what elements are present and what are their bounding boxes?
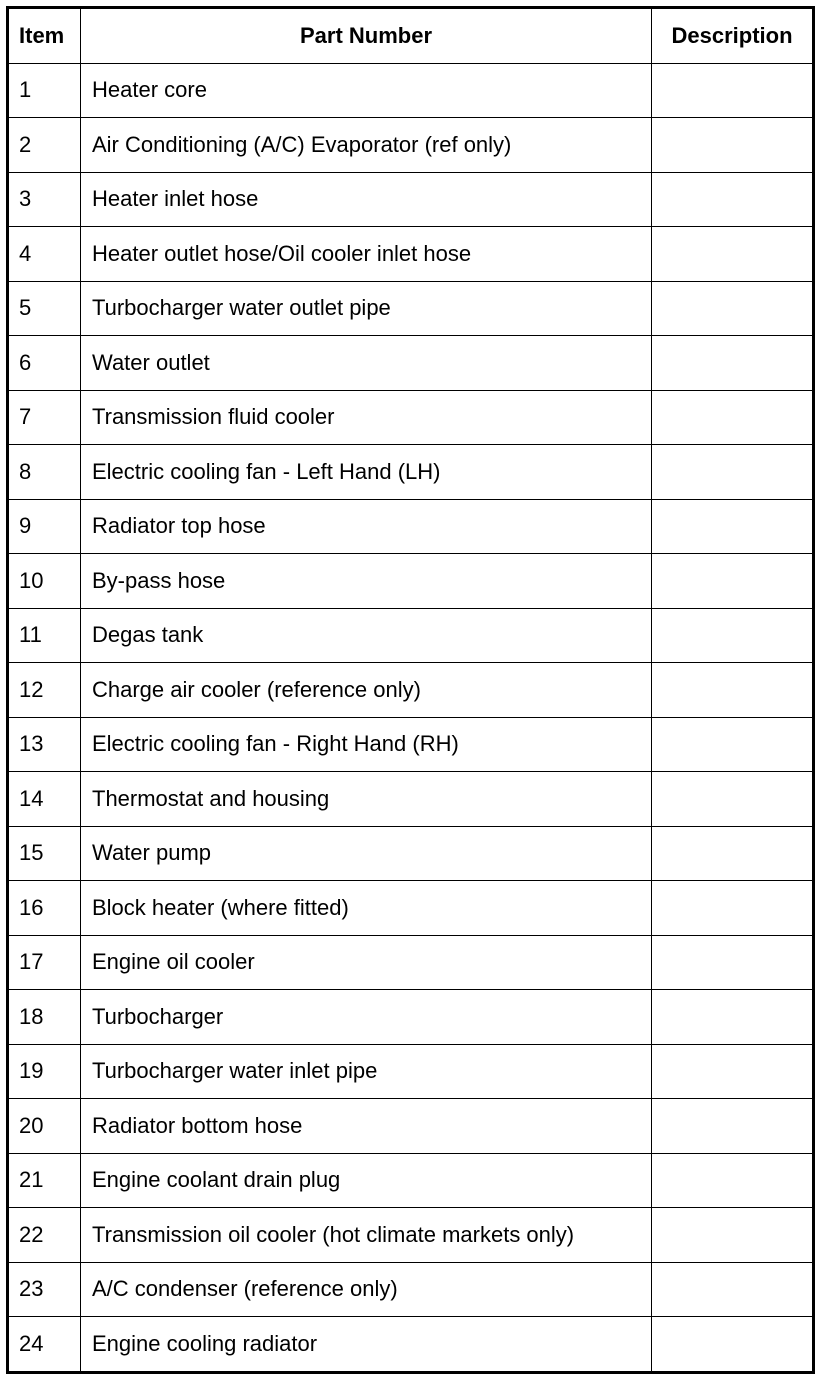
description-cell [652,63,814,118]
part-name-cell: Electric cooling fan - Right Hand (RH) [81,717,652,772]
description-cell [652,1099,814,1154]
description-cell [652,717,814,772]
part-name-cell: Charge air cooler (reference only) [81,663,652,718]
item-number-cell: 13 [8,717,81,772]
table-row [8,281,814,336]
part-name-cell: Radiator top hose [81,499,652,554]
description-cell [652,281,814,336]
part-name-cell: Water pump [81,826,652,881]
table-row [8,554,814,609]
item-number-cell: 17 [8,935,81,990]
table-row [8,172,814,227]
table-row [8,772,814,827]
table-row [8,608,814,663]
description-cell [652,172,814,227]
item-number-cell: 2 [8,118,81,173]
description-cell [652,1153,814,1208]
description-cell [652,445,814,500]
description-cell [652,336,814,391]
table-row [8,1099,814,1154]
item-number-cell: 21 [8,1153,81,1208]
part-name-cell: Transmission oil cooler (hot climate markets only) [81,1208,652,1263]
part-name-cell: Heater outlet hose/Oil cooler inlet hose [81,227,652,282]
table-row [8,227,814,282]
part-name-cell: Engine coolant drain plug [81,1153,652,1208]
item-number-cell: 7 [8,390,81,445]
item-number-cell: 8 [8,445,81,500]
item-number-cell: 23 [8,1262,81,1317]
description-column-header: Description [652,8,814,64]
table-row [8,336,814,391]
part-name-cell: A/C condenser (reference only) [81,1262,652,1317]
part-name-cell: By-pass hose [81,554,652,609]
description-cell [652,499,814,554]
item-number-cell: 14 [8,772,81,827]
table-row [8,1208,814,1263]
part-name-cell: Transmission fluid cooler [81,390,652,445]
description-cell [652,227,814,282]
item-number-cell: 18 [8,990,81,1045]
header-row [8,8,814,64]
description-cell [652,554,814,609]
table-row [8,1262,814,1317]
description-cell [652,118,814,173]
item-number-cell: 6 [8,336,81,391]
item-number-cell: 12 [8,663,81,718]
table-row [8,1044,814,1099]
part-name-cell: Block heater (where fitted) [81,881,652,936]
table-body [8,63,814,1372]
item-number-cell: 1 [8,63,81,118]
table-row [8,717,814,772]
description-cell [652,1044,814,1099]
description-cell [652,608,814,663]
parts-table [6,6,815,1374]
part-number-column-header: Part Number [81,8,652,64]
item-number-cell: 11 [8,608,81,663]
item-number-cell: 22 [8,1208,81,1263]
part-name-cell: Turbocharger water outlet pipe [81,281,652,336]
item-number-cell: 3 [8,172,81,227]
description-cell [652,1208,814,1263]
description-cell [652,1317,814,1373]
table-row [8,499,814,554]
part-name-cell: Air Conditioning (A/C) Evaporator (ref only) [81,118,652,173]
part-name-cell: Degas tank [81,608,652,663]
item-number-cell: 9 [8,499,81,554]
part-name-cell: Turbocharger [81,990,652,1045]
part-name-cell: Engine cooling radiator [81,1317,652,1373]
item-number-cell: 15 [8,826,81,881]
description-cell [652,990,814,1045]
part-name-cell: Heater core [81,63,652,118]
item-number-cell: 19 [8,1044,81,1099]
item-number-cell: 5 [8,281,81,336]
part-name-cell: Radiator bottom hose [81,1099,652,1154]
description-cell [652,663,814,718]
table-row [8,1153,814,1208]
description-cell [652,881,814,936]
item-column-header: Item [8,8,81,64]
item-number-cell: 16 [8,881,81,936]
item-number-cell: 10 [8,554,81,609]
part-name-cell: Electric cooling fan - Left Hand (LH) [81,445,652,500]
table-row [8,63,814,118]
table-row [8,445,814,500]
item-number-cell: 24 [8,1317,81,1373]
table-row [8,826,814,881]
description-cell [652,1262,814,1317]
part-name-cell: Engine oil cooler [81,935,652,990]
part-name-cell: Turbocharger water inlet pipe [81,1044,652,1099]
table-row [8,881,814,936]
table-row [8,390,814,445]
description-cell [652,390,814,445]
description-cell [652,772,814,827]
description-cell [652,935,814,990]
part-name-cell: Water outlet [81,336,652,391]
part-name-cell: Thermostat and housing [81,772,652,827]
item-number-cell: 4 [8,227,81,282]
table-row [8,663,814,718]
table-row [8,935,814,990]
table-row [8,1317,814,1373]
table-row [8,990,814,1045]
description-cell [652,826,814,881]
item-number-cell: 20 [8,1099,81,1154]
table-row [8,118,814,173]
part-name-cell: Heater inlet hose [81,172,652,227]
